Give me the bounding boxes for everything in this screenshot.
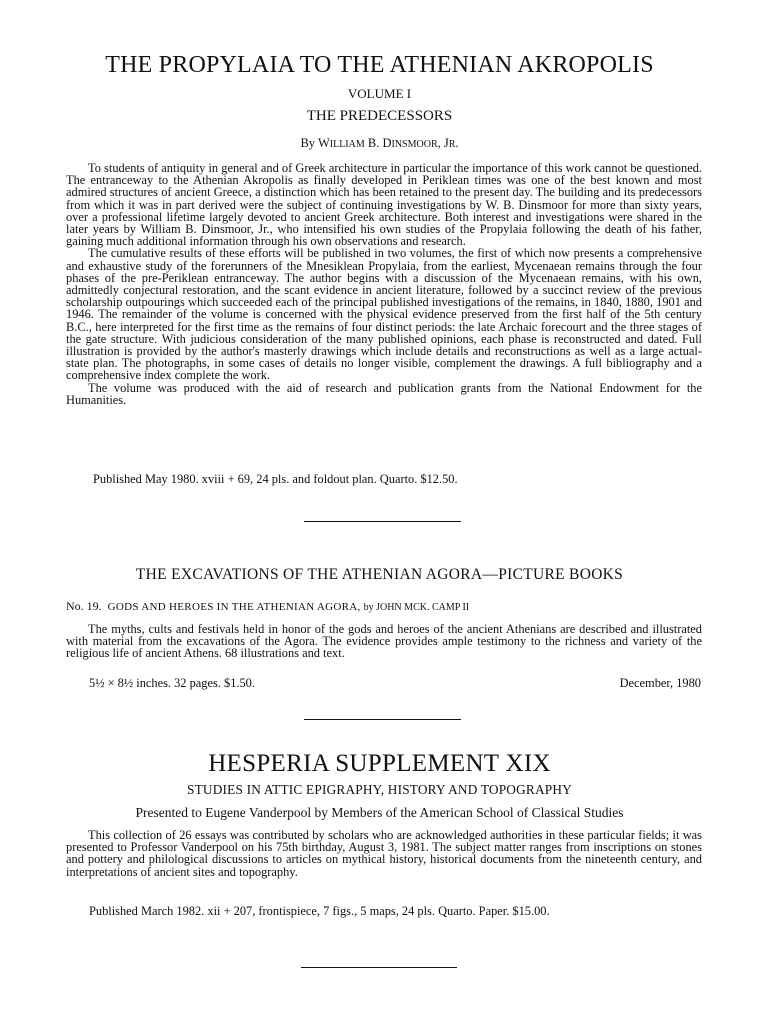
hesperia-description [66,829,702,878]
publication-date: December, 1980 [619,676,701,690]
entry-number: No. 19. [66,599,102,613]
author-prefix: By W [300,136,330,150]
author-end: . [455,136,459,150]
propylaia-subtitle: THE PREDECESSORS [306,108,453,124]
hesperia-dedication: Presented to Eugene Vanderpool by Members of the American School of Classical Studies [135,805,624,820]
volume-label: VOLUME I [347,86,412,101]
propylaia-author [0,136,759,151]
hesperia-title: HESPERIA SUPPLEMENT XIX [208,750,551,777]
author-mid: B. D [364,136,392,150]
hesperia-subtitle: STUDIES IN ATTIC EPIGRAPHY, HISTORY AND TOPOGRAPHY [187,782,572,797]
agora-entry-heading [66,599,702,614]
paragraph: This collection of 26 essays was contributed by scholars who are acknowledged authorities in these particular fields; it was presented to Professor Vanderpool on his 75th birthday, August 3, 1981. The subject matter ranges from inscriptions on stones and pottery and philological discussions to articles on mythical history, historical documents from the nineteenth century, and interpretations of ancient sites and topography. [66,828,702,879]
size-pages-price: 5½ × 8½ inches. 32 pages. $1.50. [89,676,255,690]
divider [301,967,457,968]
agora-description [66,623,702,660]
paragraph: The myths, cults and festivals held in honor of the gods and heroes of the ancient Athenians are described and illustrated with material from the excavations of the Agora. The evidence provides ample testimony to the richness and variety of the religious life of ancient Athens. 68 illustrations and text. [66,622,702,661]
divider [304,521,461,522]
paragraph: The cumulative results of these efforts will be published in two volumes, the first of which now presents a comprehensive and exhaustive study of the forerunners of the Mnesiklean Propylaia, from the earliest, Mycenaean remains through the four phases of the pre-Periklean entranceway. The author begins with a discussion of the Mycenaean remains, with his own, admittedly conjectural restoration, and the scant evidence in ancient literature, followed by a succinct review of the previous scholarship outpourings which succeeded each of the principal published investigations of the remains, in 1840, 1880, 1901 and 1946. The remainder of the volume is concerned with the physical evidence preserved from the first half of the 5th century B.C., here interpreted for the first time as the remains of four distinct periods: the late Archaic forecourt and the three stages of the gate structure. With judicious consideration of the many published opinions, each phase is reconstructed and dated. Full illustration is provided by the author's masterly drawings which include details and reconstructions as well as a large actual-state plan. The photographs, in some cases of details no longer visible, complement the drawings. A full bibliography and a comprehensive index complete the work. [66,246,702,383]
paragraph: To students of antiquity in general and of Greek architecture in particular the importance of this work cannot be questioned. The entranceway to the Athenian Akropolis as finally developed in Periklean times was one of the best known and most admired structures of ancient Greece, a distinction which has been retained to the present day. The building and its predecessors from which it was in part derived were the subject of continuing investigations by W. B. Dinsmoor for more than sixty years, over a professional lifetime largely devoted to ancient Greek architecture. Both interest and investigations were shared in the later years by William B. Dinsmoor, Jr., who intensified his own studies of the Propylaia following the death of his father, gaining much additional information through his own observations and research. [66,161,702,249]
author-smallcaps: ILLIAM [329,139,365,150]
author-smallcaps-2: INSMOOR [391,139,438,150]
divider [304,719,461,720]
agora-series-title: THE EXCAVATIONS OF THE ATHENIAN AGORA—PICTURE BOOKS [135,566,624,583]
entry-title: GODS AND HEROES IN THE ATHENIAN AGORA, [107,601,361,613]
author-smallcaps-3: R [448,139,456,150]
hesperia-publication-info: Published March 1982. xii + 207, frontispiece, 7 figs., 5 maps, 24 pls. Quarto. Paper. $15.00. [89,904,550,918]
paragraph: The volume was produced with the aid of research and publication grants from the National Endowment for the Humanities. [66,380,702,407]
agora-publication-info [89,676,701,691]
entry-author: by JOHN MCK. CAMP II [363,602,470,613]
propylaia-publication-info: Published May 1980. xviii + 69, 24 pls. and foldout plan. Quarto. $12.50. [93,472,458,486]
author-suffix: , J [437,136,449,150]
propylaia-description [66,162,702,406]
propylaia-title: THE PROPYLAIA TO THE ATHENIAN AKROPOLIS [105,52,654,78]
